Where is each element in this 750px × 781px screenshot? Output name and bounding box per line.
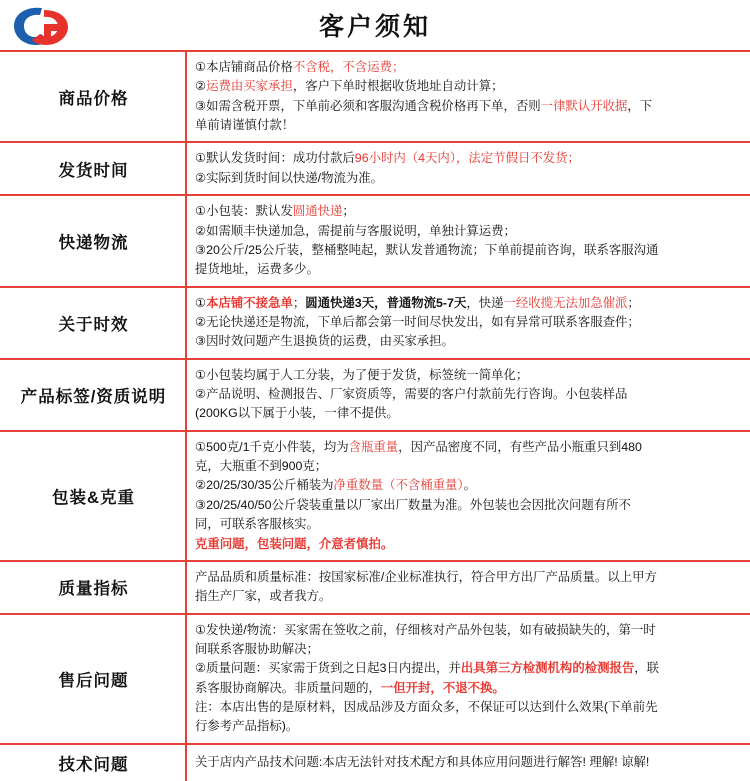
notice-line xyxy=(195,294,744,312)
notice-text: 间联系客服协助解决； xyxy=(195,641,319,656)
notice-row xyxy=(0,561,750,614)
notice-line xyxy=(195,77,744,95)
notice-text: (200KG以下属于小装，一律不提供。 xyxy=(195,406,399,421)
notice-line xyxy=(195,698,744,716)
notice-line xyxy=(195,58,744,76)
notice-line xyxy=(195,717,744,735)
notice-row xyxy=(0,287,750,359)
notice-row-content xyxy=(186,614,750,744)
notice-row xyxy=(0,195,750,286)
notice-line xyxy=(195,241,744,259)
notice-line xyxy=(195,116,744,134)
notice-line xyxy=(195,753,744,771)
notice-text: 克重问题，包装问题，介意者慎拍。 xyxy=(195,536,394,551)
notice-text: 单前请谨慎付款！ xyxy=(195,118,295,133)
notice-row xyxy=(0,744,750,781)
notice-text: 本店铺不接急单 xyxy=(206,295,293,310)
notice-line xyxy=(195,404,744,422)
notice-text: ，客户下单时根据收货地址自动计算； xyxy=(292,79,504,94)
notice-text: ； xyxy=(627,295,640,310)
notice-table xyxy=(0,52,750,781)
notice-text: ①小包装：默认发 xyxy=(195,204,293,219)
notice-text: ①500克/1千克小件装，均为 xyxy=(195,439,349,454)
notice-row-label: 发货时间 xyxy=(0,142,186,195)
page-header xyxy=(0,0,750,52)
notice-row-label: 商品价格 xyxy=(0,52,186,142)
notice-text: 同，可联系客服核实。 xyxy=(195,517,319,532)
notice-line xyxy=(195,457,744,475)
notice-line xyxy=(195,568,744,586)
notice-text: ，因产品密度不同，有些产品小瓶重只到480 xyxy=(398,439,642,454)
notice-text: 运费由买家承担 xyxy=(206,79,293,94)
notice-text: ③如需含税开票，下单前必须和客服沟通含税价格再下单，否则 xyxy=(195,98,541,113)
notice-line xyxy=(195,97,744,115)
notice-row xyxy=(0,142,750,195)
notice-text: ，下 xyxy=(627,98,653,113)
notice-text: 。 xyxy=(463,478,477,493)
notice-text: 克，大瓶重不到900克； xyxy=(195,459,328,474)
notice-line xyxy=(195,202,744,220)
notice-line xyxy=(195,332,744,350)
notice-row-label: 关于时效 xyxy=(0,287,186,359)
notice-line xyxy=(195,496,744,514)
notice-text: 系客服协商解决。非质量问题的， xyxy=(195,680,381,695)
notice-row-content xyxy=(186,561,750,614)
notice-row xyxy=(0,431,750,561)
notice-text: ③因时效问题产生退换货的运费，由买家承担。 xyxy=(195,334,454,349)
notice-text: ②无论快递还是物流，下单后都会第一时间尽快发出，如有异常可联系客服查件； xyxy=(195,314,640,329)
notice-line xyxy=(195,366,744,384)
notice-text: 96小时内（4天内） xyxy=(354,151,457,166)
notice-line xyxy=(195,169,744,187)
notice-text: 一但开封，不退不换。 xyxy=(380,680,505,695)
notice-text: ③20公斤/25公斤装，整桶整吨起，默认发普通物流；下单前提前咨询，联系客服沟通 xyxy=(195,242,659,257)
notice-table-body xyxy=(0,52,750,781)
notice-text: 指生产厂家，或者我方。 xyxy=(195,589,332,604)
notice-text: ①默认发货时间：成功付款后 xyxy=(195,151,355,166)
notice-line xyxy=(195,587,744,605)
notice-row-content xyxy=(186,287,750,359)
notice-text: 产品品质和质量标准：按国家标准/企业标准执行，符合甲方出厂产品质量。以上甲方 xyxy=(195,569,657,584)
notice-row-content xyxy=(186,195,750,286)
notice-line xyxy=(195,621,744,639)
notice-row-label: 包装&克重 xyxy=(0,431,186,561)
page-title: 客户须知 xyxy=(318,14,431,41)
notice-line xyxy=(195,222,744,240)
notice-text: 提货地址，运费多少。 xyxy=(195,262,319,277)
notice-row-label: 质量指标 xyxy=(0,561,186,614)
notice-text: 圆通快递3天，普通物流5-7天 xyxy=(305,295,467,310)
notice-row-content xyxy=(186,431,750,561)
notice-text: 圆通快递 xyxy=(292,204,343,219)
notice-text: ① xyxy=(195,295,207,310)
notice-text: ①发快递/物流：买家需在签收之前，仔细核对产品外包装，如有破损缺失的，第一时 xyxy=(195,622,656,637)
notice-text: ②20/25/30/35公斤桶装为 xyxy=(195,478,334,493)
notice-text: 不含税，不含运费； xyxy=(292,60,405,74)
notice-line xyxy=(195,313,744,331)
notice-row-label: 技术问题 xyxy=(0,744,186,781)
notice-line xyxy=(195,640,744,658)
notice-text: 含瓶重量 xyxy=(348,439,399,454)
notice-text: ②产品说明、检测报告、厂家资质等，需要的客户付款前先行咨询。小包装样品 xyxy=(195,387,628,402)
notice-text: ； xyxy=(342,204,355,219)
notice-text: ①小包装均属于人工分装，为了便于发货，标签统一简单化； xyxy=(195,367,529,382)
notice-row-label: 售后问题 xyxy=(0,614,186,744)
notice-text: ，快递 xyxy=(466,295,504,310)
notice-row xyxy=(0,614,750,744)
notice-text: 关于店内产品技术问题:本店无法针对技术配方和具体应用问题进行解答! 理解! 谅解! xyxy=(195,755,650,770)
notice-line xyxy=(195,476,744,494)
notice-line xyxy=(195,679,744,697)
notice-text: ②如需顺丰快递加急，需提前与客服说明，单独计算运费； xyxy=(195,223,516,238)
notice-text: ② xyxy=(195,79,207,94)
notice-text: 出具第三方检测机构的检测报告 xyxy=(460,661,635,676)
notice-row-content xyxy=(186,744,750,781)
notice-text: ； xyxy=(292,295,306,310)
notice-text: ①本店铺商品价格 xyxy=(195,60,293,74)
notice-row xyxy=(0,359,750,431)
notice-text: 净重数量（不含桶重量） xyxy=(333,478,464,493)
notice-text: 注：本店出售的是原材料，因成品涉及方面众多，不保证可以达到什么效果(下单前先 xyxy=(195,700,658,715)
notice-text: 一律默认开收据 xyxy=(540,98,628,113)
notice-line xyxy=(195,260,744,278)
notice-line xyxy=(195,149,744,167)
notice-text: ②实际到货时间以快递/物流为准。 xyxy=(195,170,384,185)
notice-line xyxy=(195,385,744,403)
notice-text: ③20/25/40/50公斤袋装重量以厂家出厂数量为准。外包装也会因批次问题有所不 xyxy=(195,497,631,512)
notice-text: 行参考产品指标)。 xyxy=(195,719,299,734)
cg-logo-icon xyxy=(8,4,74,48)
notice-line xyxy=(195,515,744,533)
notice-line xyxy=(195,659,744,677)
notice-text: ，法定节假日不发货； xyxy=(456,151,580,166)
notice-line xyxy=(195,535,744,553)
notice-row xyxy=(0,52,750,142)
notice-row-label: 产品标签/资质说明 xyxy=(0,359,186,431)
notice-row-content xyxy=(186,359,750,431)
notice-text: ，联 xyxy=(634,661,660,676)
notice-row-content xyxy=(186,52,750,142)
notice-text: ②质量问题：买家需于货到之日起3日内提出，并 xyxy=(195,661,461,676)
notice-row-content xyxy=(186,142,750,195)
notice-row-label: 快递物流 xyxy=(0,195,186,286)
notice-text: 一经收揽无法加急催派 xyxy=(503,295,628,310)
notice-line xyxy=(195,438,744,456)
